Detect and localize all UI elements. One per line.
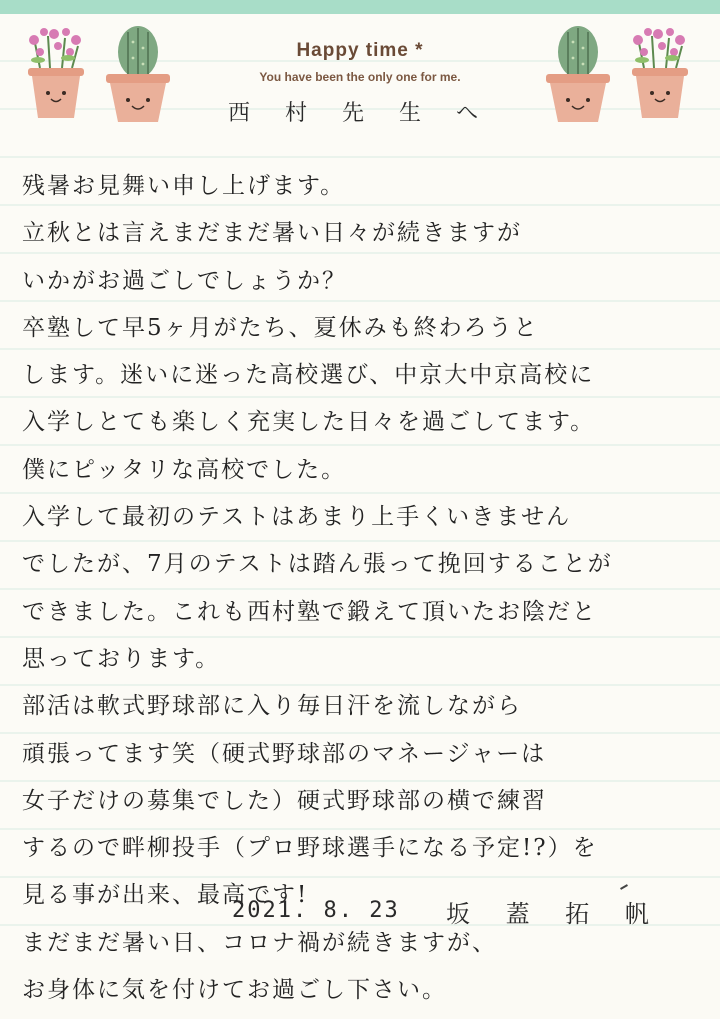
letter-line: 立秋とは言えまだまだ暑い日々が続きますが — [22, 220, 522, 247]
letter-line: するので畔柳投手（プロ野球選手になる予定!?）を — [22, 835, 598, 862]
letter-line: 入学しとても楽しく充実した日々を過ごしてます。 — [22, 409, 596, 436]
letter-body — [22, 168, 702, 1019]
letter-line: 残暑お見舞い申し上げます。 — [22, 173, 346, 199]
letter-line: いかがお過ごしでしょうか？ — [22, 267, 347, 294]
letter-line: します。迷いに迷った高校選び、中京大中京高校に — [22, 362, 595, 389]
stationery-subtitle: You have been the only one for me. — [259, 70, 461, 84]
stationery-title: Happy time * — [296, 40, 424, 61]
letter-line: 入学して最初のテストはあまり上手くいきません — [22, 504, 572, 531]
letter-date: 2021. 8. 23 — [232, 898, 400, 923]
letter-line: 卒塾して早5ヶ月がたち、夏休みも終わろうと — [22, 314, 539, 341]
letter-line: 見る事が出来、最高です! — [22, 882, 309, 909]
top-color-band — [0, 0, 720, 14]
letter-signature: 坂 蓋 拓 帆 — [446, 900, 663, 928]
letter-line: 部活は軟式野球部に入り毎日汗を流しながら — [22, 693, 522, 720]
letter-line: でしたが、7月のテストは踏ん張って挽回することが — [22, 551, 613, 578]
letter-line: 頑張ってます笑（硬式野球部のマネージャーは — [22, 740, 547, 767]
letter-line: お身体に気を付けてお過ごし下さい。 — [22, 977, 447, 1004]
letter-salutation: 西 村 先 生 へ — [228, 101, 492, 126]
letter-line: 女子だけの募集でした）硬式野球部の横で練習 — [22, 787, 547, 814]
letter-line: できました。これも西村塾で鍛えて頂いたお陰だと — [22, 598, 597, 625]
letter-line: まだまだ暑い日、コロナ禍が続きますが、 — [22, 929, 497, 956]
letter-line: 僕にピッタリな高校でした。 — [22, 456, 347, 483]
letter-line: 思っております。 — [22, 645, 221, 672]
